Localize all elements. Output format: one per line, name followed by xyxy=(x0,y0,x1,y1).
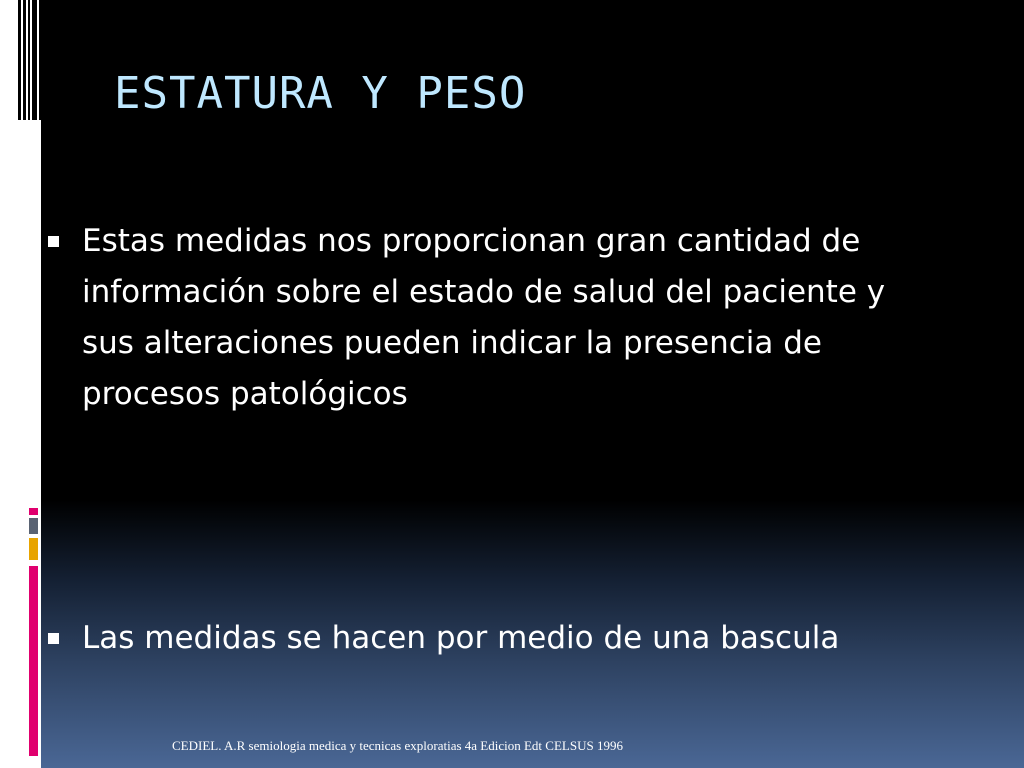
decorative-bar xyxy=(28,0,30,120)
bullet-item xyxy=(48,613,922,664)
decorative-bars xyxy=(18,0,41,120)
square-bullet-icon xyxy=(48,633,59,644)
accent-yellow xyxy=(29,538,38,560)
decorative-bar xyxy=(32,0,37,120)
slide-title: ESTATURA Y PESO xyxy=(114,68,527,119)
square-bullet-icon xyxy=(48,236,59,247)
decorative-bar xyxy=(23,0,26,120)
bullet-item xyxy=(48,216,922,420)
accent-gray xyxy=(29,518,38,534)
decorative-bar xyxy=(39,0,41,120)
bullet-text: Estas medidas nos proporcionan gran cantidad de información sobre el estado de salud del paciente y sus alteraciones pueden indicar la presencia de procesos patológicos xyxy=(82,223,886,412)
left-decorative-strip xyxy=(0,0,41,768)
accent-magenta-bar xyxy=(29,566,38,756)
decorative-bar xyxy=(18,0,21,120)
accent-magenta-top xyxy=(29,508,38,515)
bullet-text: Las medidas se hacen por medio de una bascula xyxy=(82,620,840,656)
footer-citation: CEDIEL. A.R semiologia medica y tecnicas exploratias 4a Edicion Edt CELSUS 1996 xyxy=(172,738,623,753)
